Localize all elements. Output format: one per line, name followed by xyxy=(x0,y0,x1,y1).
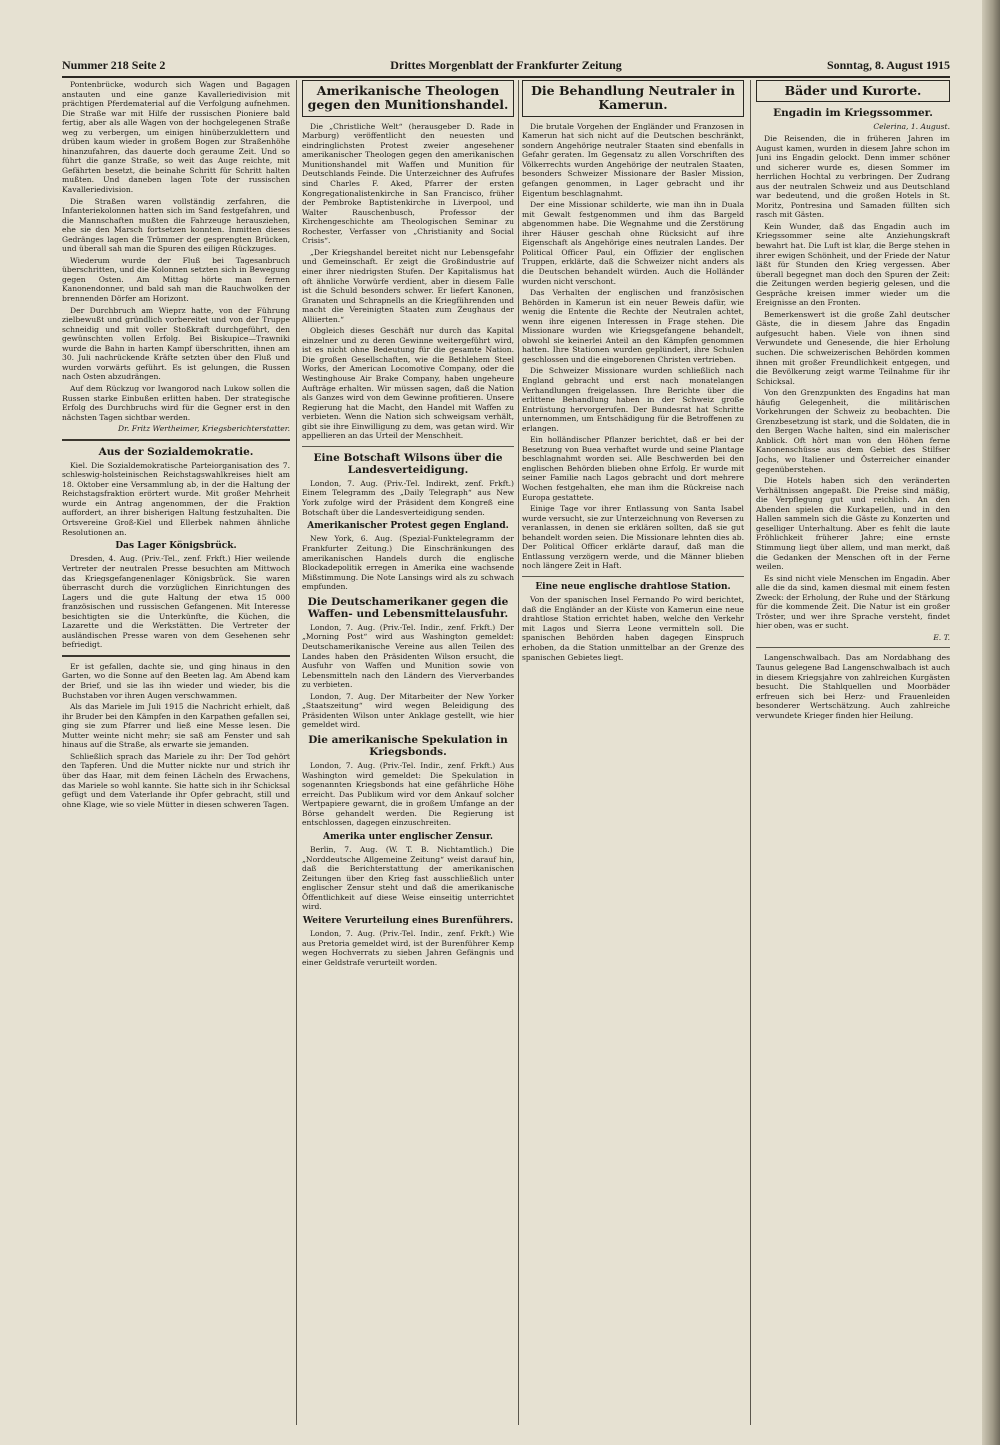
section-divider xyxy=(62,655,290,657)
article-paragraph: London, 7. Aug. (Priv.-Tel. Indir., zenf. Frkft.) Wie aus Pretoria gemeldet wird, ist der Burenführer Kemp wegen Hochverrats zu sieben Jahren Gefängnis und einer Geldstrafe verurteilt worden. xyxy=(302,929,514,967)
page-edge xyxy=(982,0,1000,1445)
article-paragraph: Obgleich dieses Geschäft nur durch das Kapital einzelner und zu deren Gewinne weitergeführt wird, ist es nicht ohne Bedeutung für die gesamte Nation. Die großen Gesellschaften, wie die Bethlehem Steel Works, der American Locomotive Company, oder die Westinghouse Air Brake Company, haben ungeheure Aufträge erhalten. Wir müssen sagen, daß die Nation als Ganzes wird von dem Gewinne profitieren. Unsere Regierung hat die Macht, den Handel mit Waffen zu verbieten. Wenn die Nation sich schweigsam verhält, gibt sie ihre Einwilligung zu dem, was getan wird. Wir appellieren an das Urteil der Menschheit. xyxy=(302,326,514,441)
article-paragraph: Das Verhalten der englischen und französischen Behörden in Kamerun ist ein neuer Beweis dafür, wie wenig die Entente die Rechte der Neutralen achtet, wenn ihre eigenen Interessen in Frage stehen. Die Missionare wurden wie Kriegsgefangene behandelt, obwohl sie keinerlei Anteil an den Kämpfen genommen hatten. Ihre Stationen wurden geplündert, ihre Schulen geschlossen und die eingeborenen Christen vertrieben. xyxy=(522,288,744,364)
issue-date: Sonntag, 8. August 1915 xyxy=(826,58,950,72)
author-signature: E. T. xyxy=(933,632,950,642)
article-paragraph: Langenschwalbach. Das am Nordabhang des Taunus gelegene Bad Langenschwalbach ist auch in diesem Kriegsjahre von zahlreichen Kurgästen besucht. Die Stahlquellen und Moorbäder erfreuen sich bei Herz- und Frauenleiden besonderer Wertschätzung. Auch zahlreiche verwundete Krieger finden hier Heilung. xyxy=(756,653,950,720)
article-paragraph: Die Reisenden, die in früheren Jahren im August kamen, wurden in diesem Jahre schon im Juni ins Engadin gelockt. Denn immer schöner und sicherer wurde es, diesen Sommer im herrlichen Hochtal zu verbringen. Der Zudrang aus der neutralen Schweiz und aus Deutschland war bedeutend, und die großen Hotels in St. Moritz, Pontresina und Samaden füllten sich rasch mit Gästen. xyxy=(756,133,950,220)
headline-box xyxy=(302,80,514,117)
article-paragraph: Der Durchbruch am Wieprz hatte, von der Führung zielbewußt und gründlich vorbereitet und von der Truppe schneidig und mit voller Stoßkraft durchgeführt, den gewünschten vollen Erfolg. Bei Biskupice—Trawniki wurde die Bahn in harten Kampf überschritten, ihnen am 30. Juli nachrückende Kräfte setzten über den Fluß und wurden vorwärts geführt. Es ist gelungen, die Russen nach Osten abzudrängen. xyxy=(62,305,290,382)
article-paragraph: Die Schweizer Missionare wurden schließlich nach England gebracht und erst nach monatelangen Verhandlungen freigelassen. Ihre Berichte über die erlittene Behandlung haben in der Schweiz große Entrüstung hervorgerufen. Der Bundesrat hat Schritte unternommen, um Entschädigung für die Betroffenen zu erlangen. xyxy=(522,366,744,433)
article-paragraph: Es sind nicht viele Menschen im Engadin. Aber alle die da sind, kamen diesmal mit einem festen Zweck: der Erholung, der Ruhe und der Stärkung für die kommende Zeit. Die Natur ist ein großer Tröster, und wer ihre Sprache versteht, findet hier oben, was er sucht. xyxy=(756,573,950,631)
article-headline: Weitere Verurteilung eines Burenführers. xyxy=(302,916,514,926)
article-paragraph: Auf dem Rückzug vor Iwangorod nach Lukow sollen die Russen starke Einbußen erlitten haben. Der strategische Erfolg des Durchbruchs wird für die Gegner erst in den nächsten Tagen sichtbar werden. xyxy=(62,383,290,422)
article-paragraph: Berlin, 7. Aug. (W. T. B. Nichtamtlich.) Die „Norddeutsche Allgemeine Zeitung“ weist darauf hin, daß die Berichterstattung der amerikanischen Zeitungen über den Krieg fast ausschließlich unter englischer Zensur steht und daß die amerikanische Öffentlichkeit auf diese Weise einseitig unterrichtet wird. xyxy=(302,845,514,912)
article-headline: Die Behandlung Neutraler in Kamerun. xyxy=(531,83,735,113)
article-paragraph: New York, 6. Aug. (Spezial-Funktelegramm der Frankfurter Zeitung.) Die Einschränkungen des amerikanischen Handels durch die englische Blockadepolitik erregen in Amerika eine wachsende Mißstimmung. Die Note Lansings wird als zu schwach empfunden. xyxy=(302,534,514,592)
column-rule xyxy=(296,80,297,1425)
section-headline: Das Lager Königsbrück. xyxy=(115,541,237,552)
section-divider xyxy=(302,446,514,447)
article-paragraph: Kiel. Die Sozialdemokratische Parteiorganisation des 7. schleswig-holsteinischen Reichstagswahlkreises hielt am 18. Oktober eine Versammlung ab, in der die Haltung der Reichstagsfraktion erörtert wurde. Mit großer Mehrheit wurde ein Antrag angenommen, der die Fraktion auffordert, an ihrer bisherigen Haltung festzuhalten. Die Ortsvereine Groß-Kiel und Ellerbek nahmen ähnliche Resolutionen an. xyxy=(62,460,290,537)
section-divider xyxy=(62,439,290,441)
article-paragraph: London, 7. Aug. (Priv.-Tel. Indirekt, zenf. Frkft.) Einem Telegramm des „Daily Telegraph“ aus New York zufolge wird der Präsident dem Kongreß eine Botschaft über die Landesverteidigung senden. xyxy=(302,478,514,517)
section-divider xyxy=(756,647,950,648)
feuilleton-paragraph: Schließlich sprach das Mariele zu ihr: Der Tod gehört den Tapferen. Und die Mutter nickte nur und strich ihr über das Haar, mit dem feinen Lächeln des Erwachens, das Mariele so wohl kannte. Sie hatte sich in ihr Schicksal gefügt und dem Vaterlande ihr Opfer gebracht, still und ohne Klage, wie so viele Mütter in diesen schweren Tagen. xyxy=(62,751,290,809)
headline-box xyxy=(522,80,744,117)
article-headline: Engadin im Kriegssommer. xyxy=(773,107,933,120)
column-rule xyxy=(518,80,519,1425)
article-paragraph: Der eine Missionar schilderte, wie man ihn in Duala mit Gewalt festgenommen und ihm das Bargeld abgenommen habe. Die Wegnahme und die Zerstörung ihrer Häuser geschah ohne Rücksicht auf ihre Eigenschaft als Angehörige eines neutralen Landes. Der Political Officer Paul, ein Offizier der englischen Truppen, erklärte, daß die Schweizer nicht anders als die Deutschen behandelt würden. Auch die Holländer wurden nicht verschont. xyxy=(522,200,744,286)
masthead: Drittes Morgenblatt der Frankfurter Zeitung xyxy=(390,58,622,72)
feuilleton-paragraph: Als das Mariele im Juli 1915 die Nachricht erhielt, daß ihr Bruder bei den Kämpfen in den Karpathen gefallen sei, ging sie zum Pfarrer und ließ eine Messe lesen. Die Mutter weinte nicht mehr; sie saß am Fenster und sah hinaus auf die Straße, als erwarte sie jemanden. xyxy=(62,702,290,750)
header-rule xyxy=(62,76,950,78)
article-paragraph: London, 7. Aug. Der Mitarbeiter der New Yorker „Staatszeitung“ wird wegen Beleidigung des Präsidenten Wilson unter Anklage gestellt, wie hier gemeldet wird. xyxy=(302,691,514,730)
headline-box xyxy=(756,80,950,102)
article-headline: Amerikanische Theologen gegen den Munitionshandel. xyxy=(307,83,509,113)
article-paragraph: Die Hotels haben sich den veränderten Verhältnissen angepaßt. Die Preise sind mäßig, die Verpflegung gut und reichlich. An den Abenden spielen die Kurkapellen, und in den Hallen sammeln sich die Gäste zu Konzerten und geselliger Unterhaltung. Aber es fehlt die laute Fröhlichkeit früherer Jahre; eine ernste Stimmung liegt über allem, und man merkt, daß die Gedanken der Menschen oft in der Ferne weilen. xyxy=(756,476,950,572)
article-headline: Die amerikanische Spekulation in Kriegsbonds. xyxy=(308,733,508,758)
article-headline: Eine Botschaft Wilsons über die Landesverteidigung. xyxy=(313,451,503,476)
article-paragraph: Wiederum wurde der Fluß bei Tagesanbruch überschritten, und die Kolonnen setzten sich in Bewegung gegen Osten. Am Mittag hörte man fernen Kanonendonner, und bald sah man die Rauchwolken der brennenden Dörfer am Horizont. xyxy=(62,255,290,304)
author-signature: Dr. Fritz Wertheimer, Kriegsberichterstatter. xyxy=(118,424,290,434)
section-title: Bäder und Kurorte. xyxy=(784,83,922,98)
article-paragraph: Von den Grenzpunkten des Engadins hat man häufig Gelegenheit, die militärischen Vorkehrungen der Schweiz zu beobachten. Die Grenzbesetzung ist stark, und die Soldaten, die in den Bergen Wache halten, sind ein malerischer Anblick. Oft hört man von den Höhen ferne Kanonenschüsse aus dem Gebiet des Stilfser Jochs, wo Italiener und Österreicher einander gegenüberstehen. xyxy=(756,388,950,474)
article-paragraph: „Der Kriegshandel bereitet nicht nur Lebensgefahr und Gemeinschaft. Er zeigt die Großindustrie auf einer ihrer niedrigsten Stufen. Der Kapitalismus hat oft ähnliche Vorwürfe verdient, aber in diesem Falle ist die Schuld besonders schwer. Er liefert Kanonen, Granaten und Schrapnells an die Kriegführenden und macht die Vereinigten Staaten zum Zeughaus der Alliierten.“ xyxy=(302,247,514,324)
article-paragraph: Einige Tage vor ihrer Entlassung von Santa Isabel wurde versucht, sie zur Unterzeichnung von Reversen zu veranlassen, in denen sie erklären sollten, daß sie gut behandelt worden seien. Die Missionare lehnten dies ab. Der Political Officer erklärte darauf, daß man die Entlassung verzögern werde, und die Männer blieben noch längere Zeit in Haft. xyxy=(522,504,744,571)
section-headline: Aus der Sozialdemokratie. xyxy=(98,445,254,458)
article-paragraph: Dresden, 4. Aug. (Priv.-Tel., zenf. Frkft.) Hier weilende Vertreter der neutralen Presse besuchten am Mittwoch das Kriegsgefangenenlager Königsbrück. Sie waren überrascht durch die vorzüglichen Einrichtungen des Lagers und die gute Haltung der etwa 15 000 französischen und russischen Gefangenen. Mit Interesse besichtigten sie die Unterkünfte, die Küchen, die Lazarette und die Werkstätten. Die Vertreter der ausländischen Presse waren von dem Gesehenen sehr befriedigt. xyxy=(62,554,290,650)
article-paragraph: London, 7. Aug. (Priv.-Tel. Indir., zenf. Frkft.) Aus Washington wird gemeldet: Die Spekulation in sogenannten Kriegsbonds hat eine gefährliche Höhe erreicht. Das Publikum wird vor dem Ankauf solcher Wertpapiere gewarnt, die in großem Umfange an der Börse gehandelt werden. Die Regierung ist entschlossen, dagegen einzuschreiten. xyxy=(302,761,514,828)
article-paragraph: Kein Wunder, daß das Engadin auch im Kriegssommer seine alte Anziehungskraft bewahrt hat. Die Luft ist klar, die Berge stehen in ihrer ewigen Schönheit, und der Friede der Natur läßt für Stunden den Krieg vergessen. Aber überall begegnet man doch den Spuren der Zeit: die Zeitungen werden begierig gelesen, und die Gespräche kreisen immer wieder um die Ereignisse an den Fronten. xyxy=(756,221,950,308)
article-paragraph: Die „Christliche Welt“ (herausgeber D. Rade in Marburg) veröffentlicht den neuesten und eindringlichsten Protest zweier angesehener amerikanischer Theologen gegen den amerikanischen Munitionshandel mit Waffen und Munition für Deutschlands Feinde. Die Unterzeichner des Aufrufes sind Charles F. Aked, Pfarrer der ersten Kongregationalistenkirche in San Francisco, früher der Pembroke Baptistenkirche in Liverpool, und Walter Rauschenbusch, Professor der Kirchengeschichte am Theologischen Seminar zu Rochester, Verfasser von „Christianity and Social Crisis“. xyxy=(302,121,514,246)
feuilleton-paragraph: Er ist gefallen, dachte sie, und ging hinaus in den Garten, wo die Sonne auf den Beeten lag. Am Abend kam der Brief, und sie las ihn wieder und wieder, bis die Buchstaben vor ihren Augen verschwammen. xyxy=(62,661,290,700)
article-headline: Amerikanischer Protest gegen England. xyxy=(307,521,509,532)
article-headline: Eine neue englische drahtlose Station. xyxy=(535,581,731,592)
article-paragraph: Die Straßen waren vollständig zerfahren, die Infanteriekolonnen hatten sich im Sand festgefahren, und die Mannschaften mußten die Fahrzeuge herausziehen, ehe sie den Marsch fortsetzen konnten. Inmitten dieses Gedränges lagen die Trümmer der gesprengten Brücken, und überall sah man die Spuren des eiligen Rückzuges. xyxy=(62,196,290,254)
article-paragraph: Pontenbrücke, wodurch sich Wagen und Bagagen anstauten und eine ganze Kavalleriedivision mit prächtigen Pferdematerial auf die Verfolgung aufnehmen. Die Straße war mit Hilfe der russischen Pioniere bald fertig, aber als alle Wagen von der hochgelegenen Straße weg zu verbergen, um einigen hinüberzuklettern und drüben kaum wieder in großem Bogen zur Straßenhöhe hinanzufahren, das dauerte doch geraume Zeit. Und so führt die ganze Straße, so weit das Auge reichte, mit Gefährten besetzt, die beinahe Schritt für Schritt halten mußten. Und daneben lagen Tote der russischen Kavalleriedivision. xyxy=(62,80,290,195)
column-4 xyxy=(756,80,950,1425)
column-3 xyxy=(522,80,744,1425)
article-headline: Amerika unter englischer Zensur. xyxy=(322,831,494,842)
column-rule xyxy=(750,80,751,1425)
page-header xyxy=(62,58,950,76)
article-paragraph: Die brutale Vorgehen der Engländer und Franzosen in Kamerun hat sich nicht auf die Deutschen beschränkt, sondern Angehörige neutraler Staaten sind ebenfalls in Gefahr geraten. Im Gegensatz zu allen Vorschriften des Völkerrechts wurden Angehörige der neutralen Staaten, besonders Schweizer Missionare der Basler Mission, gefangen genommen, in Lager gebracht und ihr Eigentum beschlagnahmt. xyxy=(522,121,744,198)
article-paragraph: Von der spanischen Insel Fernando Po wird berichtet, daß die Engländer an der Küste von Kamerun eine neue drahtlose Station errichtet haben, welche den Verkehr mit Lagos und Sierra Leone vermitteln soll. Die spanischen Behörden haben dagegen Einspruch erhoben, da die Station unmittelbar an der Grenze des spanischen Gebietes liegt. xyxy=(522,595,744,662)
issue-number: Nummer 218 Seite 2 xyxy=(62,58,166,72)
article-paragraph: London, 7. Aug. (Priv.-Tel. Indir., zenf. Frkft.) Der „Morning Post“ wird aus Washington gemeldet: Deutschamerikanische Vereine aus allen Teilen des Landes haben den Präsidenten Wilson ersucht, die Ausfuhr von Waffen und Munition sowie von Lebensmitteln nach den Ländern des Vierverbandes zu verbieten. xyxy=(302,622,514,690)
column-2 xyxy=(302,80,514,1425)
dateline: Celerina, 1. August. xyxy=(873,122,950,132)
article-paragraph: Ein holländischer Pflanzer berichtet, daß er bei der Besetzung von Buea verhaftet wurde und seine Plantage beschlagnahmt worden sei. Alle Beschwerden bei den englischen Behörden blieben ohne Erfolg. Er wurde mit seiner Familie nach Lagos gebracht und dort mehrere Wochen festgehalten, ehe man ihm die Rückreise nach Europa gestattete. xyxy=(522,435,744,502)
column-1 xyxy=(62,80,290,1425)
section-divider xyxy=(522,576,744,577)
article-headline: Die Deutschamerikaner gegen die Waffen- und Lebensmittelausfuhr. xyxy=(307,595,509,620)
article-paragraph: Bemerkenswert ist die große Zahl deutscher Gäste, die in diesem Jahre das Engadin aufgesucht haben. Viele von ihnen sind Verwundete und Genesende, die hier Erholung suchen. Die schweizerischen Behörden kommen ihnen mit großer Freundlichkeit entgegen, und die Bevölkerung zeigt warme Teilnahme für ihr Schicksal. xyxy=(756,309,950,386)
